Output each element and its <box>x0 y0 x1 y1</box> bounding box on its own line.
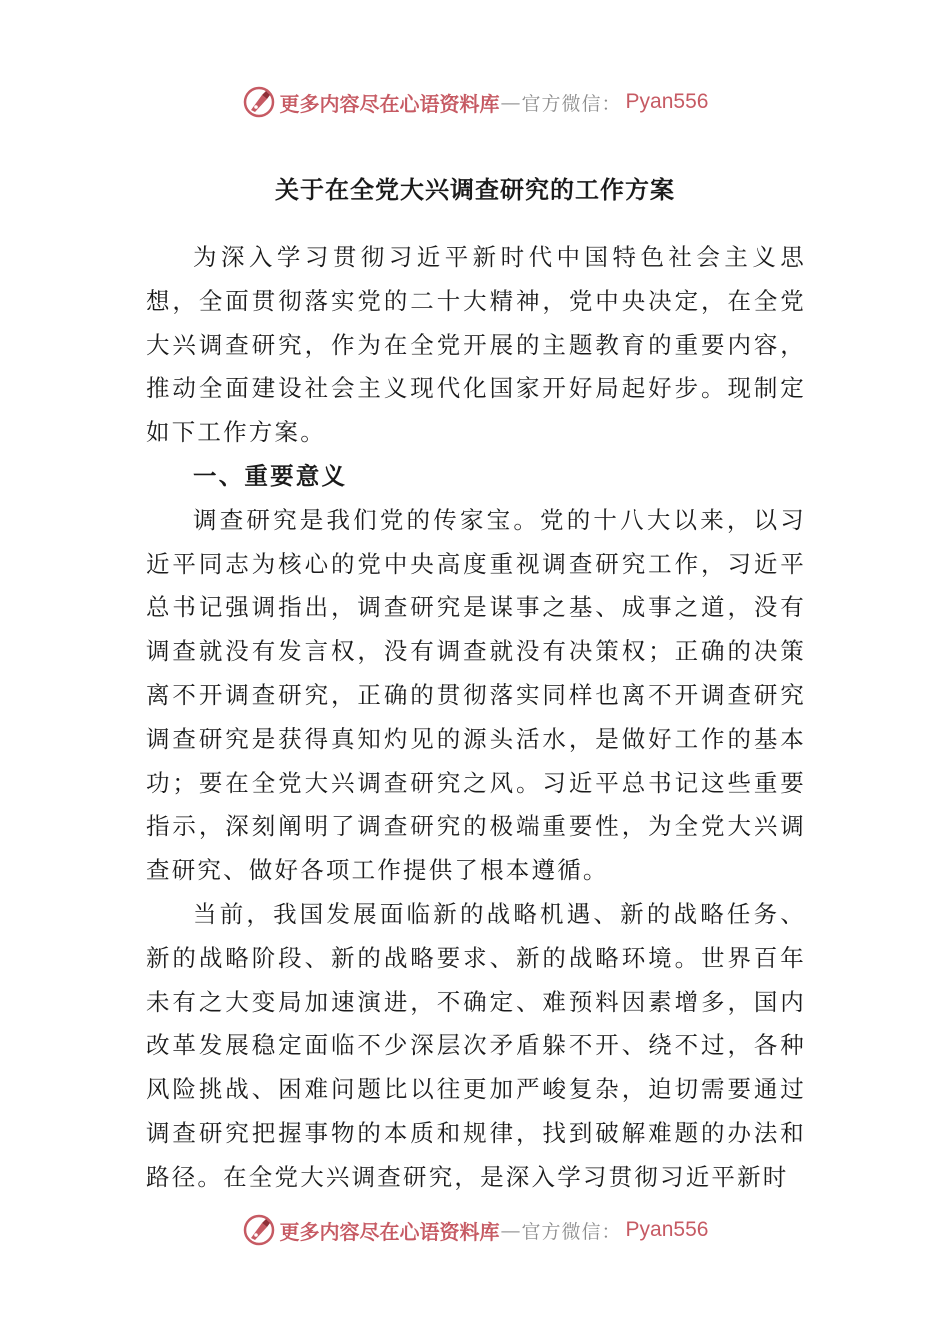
document-title: 关于在全党大兴调查研究的工作方案 <box>275 175 675 204</box>
watermark-main-text: 更多内容尽在心语资料库 <box>279 1219 500 1244</box>
document-body <box>146 236 806 1200</box>
pen-nib-icon <box>242 85 276 119</box>
watermark-main-text: 更多内容尽在心语资料库 <box>279 91 500 116</box>
pen-nib-icon <box>242 1213 276 1247</box>
watermark-wechat-id: Pyan556 <box>625 90 709 113</box>
watermark-sub-text: 官方微信： <box>521 1220 622 1243</box>
watermark-dash: — <box>500 1218 521 1242</box>
watermark-dash: — <box>500 90 521 114</box>
body-paragraph: 当前，我国发展面临新的战略机遇、新的战略任务、新的战略阶段、新的战略要求、新的战略环境。世界百年未有之大变局加速演进，不确定、难预料因素增多，国内改革发展稳定面临不少深层次矛盾躲不开、绕不过，各种风险挑战、困难问题比以往更加严峻复杂，迫切需要通过调查研究把握事物的本质和规律，找到破解难题的办法和路径。在全党大兴调查研究，是深入学习贯彻习近平新时 <box>146 899 806 1191</box>
watermark-banner-bottom <box>0 1210 950 1250</box>
body-paragraph: 调查研究是我们党的传家宝。党的十八大以来，以习近平同志为核心的党中央高度重视调查研究工作，习近平总书记强调指出，调查研究是谋事之基、成事之道，没有调查就没有发言权，没有调查就没有决策权；正确的决策离不开调查研究，正确的贯彻落实同样也离不开调查研究调查研究是获得真知灼见的源头活水，是做好工作的基本功；要在全党大兴调查研究之风。习近平总书记这些重要指示，深刻阐明了调查研究的极端重要性，为全党大兴调查研究、做好各项工作提供了根本遵循。 <box>146 505 806 885</box>
body-paragraph: 为深入学习贯彻习近平新时代中国特色社会主义思想，全面贯彻落实党的二十大精神，党中央决定，在全党大兴调查研究，作为在全党开展的主题教育的重要内容，推动全面建设社会主义现代化国家开好局起好步。现制定如下工作方案。 <box>146 243 806 447</box>
watermark-sub-text: 官方微信： <box>521 92 622 115</box>
watermark-banner-top <box>0 82 950 122</box>
watermark-wechat-id: Pyan556 <box>625 1218 709 1241</box>
section-heading: 一、重要意义 <box>193 461 348 490</box>
